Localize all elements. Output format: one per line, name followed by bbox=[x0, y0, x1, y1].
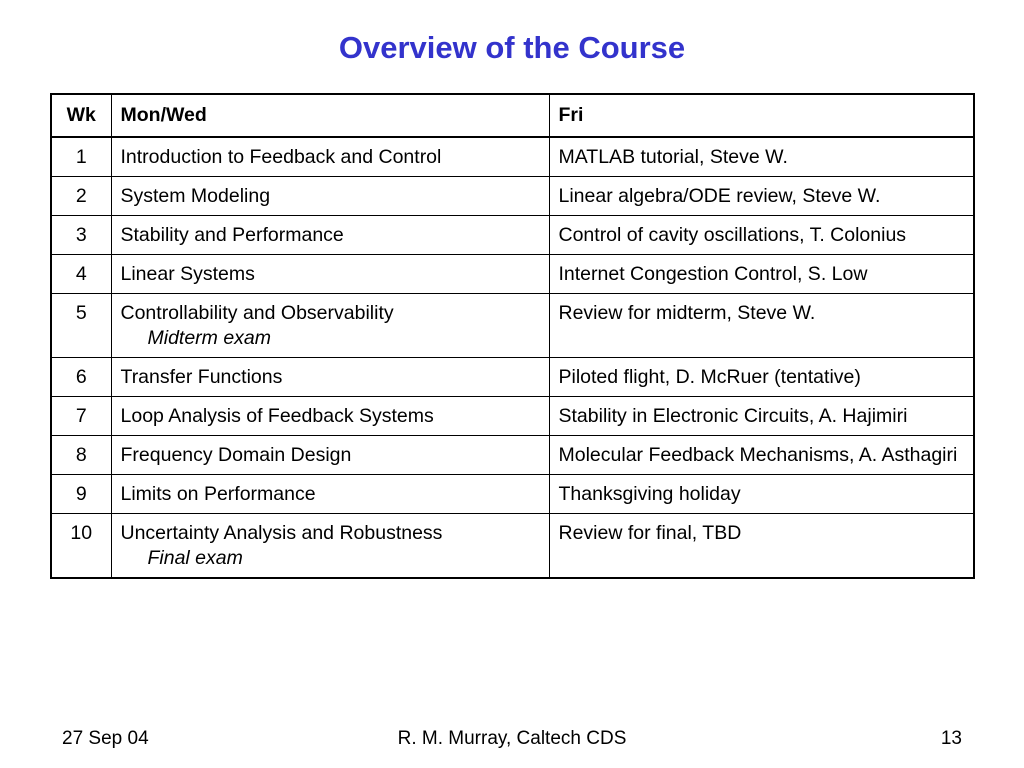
week-number-cell: 7 bbox=[51, 397, 111, 436]
table-row bbox=[51, 177, 974, 216]
mon-wed-topic: Linear Systems bbox=[120, 263, 255, 285]
week-number-cell: 2 bbox=[51, 177, 111, 216]
footer-page-number: 13 bbox=[940, 728, 962, 749]
week-number-cell: 8 bbox=[51, 436, 111, 475]
friday-session-cell: Linear algebra/ODE review, Steve W. bbox=[549, 177, 974, 216]
table-row bbox=[51, 436, 974, 475]
table-row bbox=[51, 514, 974, 579]
footer-date: 27 Sep 04 bbox=[62, 728, 149, 749]
week-number-cell: 6 bbox=[51, 358, 111, 397]
mon-wed-topic-cell bbox=[111, 436, 549, 475]
table-row bbox=[51, 216, 974, 255]
mon-wed-topic: Transfer Functions bbox=[120, 366, 283, 388]
week-number-cell: 3 bbox=[51, 216, 111, 255]
mon-wed-topic-cell bbox=[111, 137, 549, 177]
friday-session-cell: Review for midterm, Steve W. bbox=[549, 294, 974, 358]
friday-session-cell: Piloted flight, D. McRuer (tentative) bbox=[549, 358, 974, 397]
mon-wed-topic-cell bbox=[111, 216, 549, 255]
friday-session-cell: Stability in Electronic Circuits, A. Hajimiri bbox=[549, 397, 974, 436]
mon-wed-topic-cell bbox=[111, 358, 549, 397]
friday-session-cell: Thanksgiving holiday bbox=[549, 475, 974, 514]
mon-wed-topic-cell bbox=[111, 255, 549, 294]
mon-wed-topic: Uncertainty Analysis and Robustness bbox=[120, 522, 443, 544]
footer-author: R. M. Murray, Caltech CDS bbox=[397, 728, 627, 749]
mon-wed-topic-cell bbox=[111, 514, 549, 579]
friday-session-cell: Review for final, TBD bbox=[549, 514, 974, 579]
mon-wed-topic-cell bbox=[111, 177, 549, 216]
course-schedule-table bbox=[50, 93, 975, 579]
friday-session-cell: Molecular Feedback Mechanisms, A. Asthagiri bbox=[549, 436, 974, 475]
mon-wed-topic-cell bbox=[111, 294, 549, 358]
week-number-cell: 1 bbox=[51, 137, 111, 177]
table-row bbox=[51, 294, 974, 358]
table-row bbox=[51, 475, 974, 514]
mon-wed-topic-cell bbox=[111, 475, 549, 514]
week-number-cell: 10 bbox=[51, 514, 111, 579]
table-body bbox=[51, 137, 974, 578]
mon-wed-topic-cell bbox=[111, 397, 549, 436]
mon-wed-topic: Stability and Performance bbox=[120, 224, 344, 246]
mon-wed-topic: System Modeling bbox=[120, 185, 271, 207]
mon-wed-topic: Frequency Domain Design bbox=[120, 444, 352, 466]
mon-wed-topic: Controllability and Observability bbox=[120, 302, 394, 324]
week-number-cell: 4 bbox=[51, 255, 111, 294]
table-row bbox=[51, 358, 974, 397]
header-fri: Fri bbox=[549, 94, 974, 137]
friday-session-cell: Internet Congestion Control, S. Low bbox=[549, 255, 974, 294]
header-mon-wed: Mon/Wed bbox=[111, 94, 549, 137]
table-row bbox=[51, 255, 974, 294]
exam-note: Final exam bbox=[147, 547, 243, 569]
week-number-cell: 9 bbox=[51, 475, 111, 514]
week-number-cell: 5 bbox=[51, 294, 111, 358]
exam-note: Midterm exam bbox=[147, 327, 272, 349]
table-row bbox=[51, 397, 974, 436]
slide-title: Overview of the Course bbox=[338, 30, 686, 65]
header-week: Wk bbox=[51, 94, 111, 137]
header-row bbox=[51, 94, 974, 137]
friday-session-cell: Control of cavity oscillations, T. Colonius bbox=[549, 216, 974, 255]
mon-wed-topic: Introduction to Feedback and Control bbox=[120, 146, 442, 168]
table-row bbox=[51, 137, 974, 177]
mon-wed-topic: Loop Analysis of Feedback Systems bbox=[120, 405, 434, 427]
table-header bbox=[51, 94, 974, 137]
friday-session-cell: MATLAB tutorial, Steve W. bbox=[549, 137, 974, 177]
mon-wed-topic: Limits on Performance bbox=[120, 483, 316, 505]
